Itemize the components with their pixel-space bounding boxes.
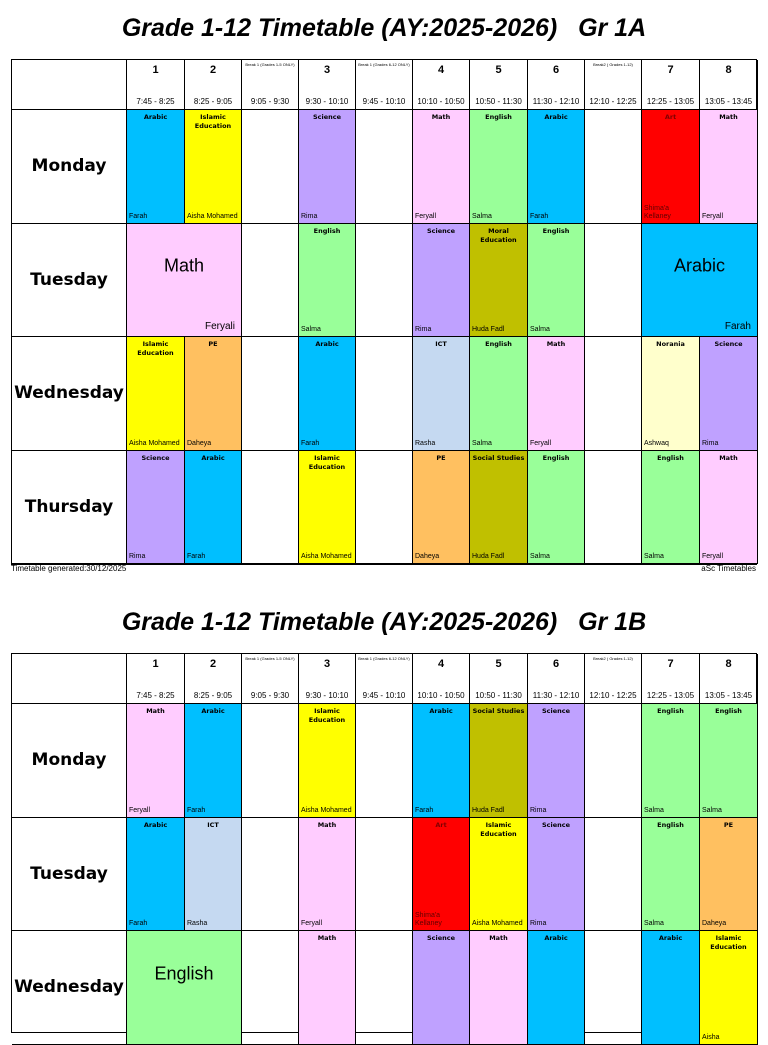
period-header <box>127 654 185 704</box>
lesson-subject: English <box>485 340 512 348</box>
lesson-cell[interactable] <box>700 110 758 224</box>
lesson-subject: Arabic <box>544 113 568 121</box>
lesson-subject: Math <box>489 934 508 942</box>
period-number: 2 <box>209 64 217 76</box>
period-time: 9:05 - 9:30 <box>250 97 290 106</box>
lesson-teacher: Aisha Mohamed <box>187 212 238 220</box>
lesson-teacher: Salma <box>530 553 550 560</box>
period-number: 3 <box>323 64 331 76</box>
lesson-teacher: Huda Fadl <box>472 806 505 814</box>
lesson-cell[interactable] <box>299 451 356 565</box>
lesson-cell[interactable] <box>299 110 356 224</box>
period-header <box>185 654 242 704</box>
period-header <box>413 654 470 704</box>
lesson-teacher: Salma <box>644 806 664 814</box>
lesson-cell[interactable] <box>413 704 470 818</box>
lesson-subject: Islamic Education <box>194 113 232 130</box>
period-header <box>528 60 585 110</box>
lesson-subject: Islamic Education <box>710 934 747 951</box>
lesson-cell[interactable] <box>642 931 700 1045</box>
day-cell <box>12 818 127 932</box>
period-header <box>528 654 585 704</box>
period-header <box>470 60 528 110</box>
period-number: 4 <box>437 658 445 670</box>
lesson-teacher: Rima <box>129 553 146 560</box>
corner-cell <box>12 60 127 110</box>
lesson-cell[interactable] <box>413 818 470 932</box>
period-time: 10:10 - 10:50 <box>417 97 465 106</box>
lesson-teacher: Farah <box>301 439 320 447</box>
lesson-teacher: Rasha <box>415 439 436 447</box>
lesson-subject: Science <box>541 820 571 829</box>
lesson-cell[interactable] <box>470 337 528 451</box>
period-time: 9:05 - 9:30 <box>250 691 290 700</box>
lesson-teacher: Salma <box>530 326 550 333</box>
lesson-subject: English <box>542 453 570 462</box>
period-number: 6 <box>552 64 560 76</box>
lesson-cell[interactable] <box>642 818 700 932</box>
timetable-title: Grade 1-12 Timetable (AY:2025-2026) Gr 1A <box>121 14 647 42</box>
break-cell <box>356 931 413 1045</box>
lesson-teacher: Salma <box>301 326 321 333</box>
lesson-cell[interactable] <box>413 337 470 451</box>
period-number: 4 <box>437 64 445 76</box>
lesson-teacher: Farah <box>724 321 751 332</box>
day-cell <box>12 224 127 338</box>
lesson-subject: Moral Education <box>480 226 517 244</box>
lesson-subject: ICT <box>207 820 219 829</box>
period-time: 10:10 - 10:50 <box>417 691 465 700</box>
period-number: 2 <box>209 658 217 670</box>
break-header <box>585 654 642 704</box>
lesson-subject: English <box>542 226 570 235</box>
lesson-teacher: Feryall <box>301 920 323 927</box>
lesson-teacher: Feryall <box>702 553 724 560</box>
lesson-subject: English <box>715 707 742 715</box>
lesson-subject: Arabic <box>315 340 339 348</box>
period-header <box>700 654 758 704</box>
corner-cell <box>12 654 127 704</box>
period-header <box>299 654 356 704</box>
break-cell <box>242 337 299 451</box>
timetable-title: Grade 1-12 Timetable (AY:2025-2026) Gr 1B <box>121 608 647 636</box>
break-cell <box>585 931 642 1045</box>
period-header <box>700 60 758 110</box>
lesson-subject: Math <box>317 934 337 942</box>
lesson-cell[interactable] <box>127 818 185 932</box>
lesson-subject: Arabic <box>544 934 568 942</box>
period-time: 12:10 - 12:25 <box>589 97 637 106</box>
period-number: 1 <box>152 658 159 670</box>
lesson-subject: Social Studies <box>472 707 525 715</box>
period-number: 1 <box>152 64 159 76</box>
lesson-cell[interactable] <box>528 337 585 451</box>
break-label: Break2 ( Grades 1-12) <box>593 656 633 661</box>
lesson-teacher: Huda Fadl <box>472 326 505 333</box>
period-number: 8 <box>725 658 732 670</box>
lesson-teacher: Feryall <box>415 212 437 220</box>
lesson-subject: English <box>313 226 341 235</box>
lesson-cell[interactable] <box>470 110 528 224</box>
lesson-teacher: Feryall <box>530 439 552 447</box>
day-label: Wednesday <box>14 977 124 998</box>
period-time: 9:30 - 10:10 <box>305 97 349 106</box>
period-time: 9:45 - 10:10 <box>362 691 406 700</box>
period-number: 5 <box>495 64 502 76</box>
break-cell <box>242 931 299 1045</box>
lesson-teacher: Farah <box>129 920 148 927</box>
lesson-subject: PE <box>723 820 734 829</box>
period-time: 11:30 - 12:10 <box>532 97 580 106</box>
lesson-subject: Math <box>719 453 738 462</box>
lesson-subject: Islamic Education <box>137 340 174 357</box>
day-label: Tuesday <box>30 269 108 290</box>
lesson-teacher: Salma <box>472 212 492 220</box>
break-label: Break 1 (Grades 1-5 ONLY) <box>245 656 295 661</box>
day-cell <box>12 451 127 565</box>
day-label: Monday <box>31 750 107 771</box>
lesson-teacher: Farah <box>187 806 206 814</box>
day-cell <box>12 704 127 818</box>
lesson-teacher: Farah <box>530 212 549 220</box>
timetable-grid <box>11 59 757 565</box>
lesson-cell[interactable] <box>642 704 700 818</box>
period-number: 3 <box>323 658 331 670</box>
break-header <box>356 654 413 704</box>
lesson-cell[interactable] <box>470 451 528 565</box>
lesson-subject: Math <box>546 340 566 348</box>
lesson-subject: Science <box>426 226 456 235</box>
day-cell <box>12 337 127 451</box>
break-cell <box>356 337 413 451</box>
break-header <box>585 60 642 110</box>
lesson-subject: Islamic Education <box>308 707 346 724</box>
break-cell <box>585 110 642 224</box>
period-time: 12:10 - 12:25 <box>589 691 637 700</box>
lesson-cell[interactable] <box>127 110 185 224</box>
lesson-subject: Arabic <box>673 255 726 276</box>
break-cell <box>585 704 642 818</box>
lesson-cell[interactable] <box>299 818 356 932</box>
lesson-cell[interactable] <box>642 337 700 451</box>
break-cell <box>585 451 642 565</box>
footer-generated: Timetable generated:30/12/2025 <box>11 564 127 573</box>
lesson-teacher: Rima <box>530 806 547 814</box>
lesson-teacher: Daheya <box>187 439 212 447</box>
break-header <box>242 654 299 704</box>
lesson-cell[interactable] <box>413 110 470 224</box>
lesson-cell[interactable] <box>413 224 470 338</box>
lesson-subject: Art <box>435 820 447 829</box>
break-cell <box>242 224 299 338</box>
break-cell <box>585 224 642 338</box>
lesson-cell[interactable] <box>642 224 758 338</box>
break-label: Break 1 (Grades 1-5 ONLY) <box>245 62 295 67</box>
break-cell <box>242 704 299 818</box>
lesson-cell[interactable] <box>700 451 758 565</box>
lesson-teacher: Aisha Mohamed <box>301 553 352 560</box>
lesson-cell[interactable] <box>528 110 585 224</box>
break-cell <box>356 451 413 565</box>
footer-brand: aSc Timetables <box>701 564 756 573</box>
lesson-subject: Islamic Education <box>308 453 346 471</box>
period-header <box>470 654 528 704</box>
lesson-teacher: Daheya <box>415 553 440 560</box>
lesson-cell[interactable] <box>700 931 758 1045</box>
lesson-subject: English <box>657 707 684 715</box>
day-cell <box>12 110 127 224</box>
lesson-teacher: Feryall <box>129 806 151 814</box>
lesson-subject: English <box>154 963 214 984</box>
break-cell <box>242 110 299 224</box>
lesson-cell[interactable] <box>470 704 528 818</box>
period-time: 7:45 - 8:25 <box>136 97 175 106</box>
lesson-subject: Islamic Education <box>480 820 517 838</box>
break-cell <box>242 818 299 932</box>
lesson-cell[interactable] <box>700 818 758 932</box>
lesson-teacher: Farah <box>415 806 434 814</box>
period-time: 8:25 - 9:05 <box>193 691 233 700</box>
break-header <box>356 60 413 110</box>
lesson-subject: Math <box>431 113 451 121</box>
lesson-teacher: Salma <box>472 439 492 447</box>
lesson-subject: Arabic <box>143 820 168 829</box>
lesson-subject: English <box>657 453 684 462</box>
lesson-cell[interactable] <box>700 337 758 451</box>
break-cell <box>356 704 413 818</box>
break-cell <box>242 451 299 565</box>
lesson-cell[interactable] <box>185 818 242 932</box>
lesson-cell[interactable] <box>127 337 185 451</box>
period-time: 10:50 - 11:30 <box>475 691 522 700</box>
lesson-subject: English <box>657 820 684 829</box>
period-header <box>185 60 242 110</box>
lesson-subject: Arabic <box>201 707 225 715</box>
lesson-teacher: Huda Fadl <box>472 553 505 560</box>
lesson-teacher: Shima'a Kellaney <box>644 204 671 220</box>
break-cell <box>585 818 642 932</box>
lesson-teacher: Feryali <box>204 321 235 332</box>
lesson-cell[interactable] <box>127 224 242 338</box>
lesson-teacher: Salma <box>702 806 722 814</box>
period-header <box>127 60 185 110</box>
period-time: 9:30 - 10:10 <box>305 691 349 700</box>
lesson-subject: Science <box>541 707 571 715</box>
lesson-subject: Math <box>317 820 337 829</box>
period-time: 8:25 - 9:05 <box>193 97 233 106</box>
lesson-teacher: Daheya <box>702 920 727 927</box>
lesson-subject: English <box>485 113 512 121</box>
lesson-subject: Science <box>141 453 170 462</box>
lesson-cell[interactable] <box>299 931 356 1045</box>
lesson-cell[interactable] <box>528 818 585 932</box>
lesson-subject: Math <box>146 707 165 715</box>
lesson-teacher: Feryall <box>702 212 724 220</box>
lesson-cell[interactable] <box>413 931 470 1045</box>
day-label: Wednesday <box>14 383 124 404</box>
lesson-cell[interactable] <box>642 451 700 565</box>
period-time: 10:50 - 11:30 <box>475 97 522 106</box>
lesson-cell[interactable] <box>700 704 758 818</box>
lesson-cell[interactable] <box>528 451 585 565</box>
lesson-cell[interactable] <box>185 110 242 224</box>
lesson-subject: Science <box>312 113 342 121</box>
period-header <box>413 60 470 110</box>
lesson-subject: Science <box>714 340 743 348</box>
lesson-cell[interactable] <box>185 704 242 818</box>
period-time: 9:45 - 10:10 <box>362 97 406 106</box>
break-cell <box>356 224 413 338</box>
lesson-cell[interactable] <box>185 337 242 451</box>
lesson-cell[interactable] <box>299 704 356 818</box>
lesson-cell[interactable] <box>299 224 356 338</box>
lesson-subject: Art <box>664 113 677 121</box>
break-label: Break2 ( Grades 1-12) <box>593 62 633 67</box>
period-time: 13:05 - 13:45 <box>704 691 753 700</box>
lesson-subject: Arabic <box>201 453 225 462</box>
lesson-subject: PE <box>208 340 218 348</box>
lesson-subject: Norania <box>656 340 685 348</box>
break-cell <box>356 818 413 932</box>
day-cell <box>12 931 127 1045</box>
lesson-teacher: Rima <box>702 439 719 447</box>
period-time: 13:05 - 13:45 <box>704 97 753 106</box>
lesson-subject: ICT <box>435 340 447 348</box>
lesson-teacher: Aisha Mohamed <box>129 439 180 447</box>
day-label: Thursday <box>24 496 114 517</box>
period-time: 7:45 - 8:25 <box>136 691 175 700</box>
period-header <box>299 60 356 110</box>
break-label: Break 1 (Grades 6-12 ONLY) <box>358 656 410 661</box>
lesson-cell[interactable] <box>299 337 356 451</box>
lesson-subject: Arabic <box>429 707 453 715</box>
break-cell <box>356 110 413 224</box>
day-label: Tuesday <box>30 863 108 884</box>
lesson-cell[interactable] <box>470 818 528 932</box>
period-time: 11:30 - 12:10 <box>532 691 580 700</box>
lesson-teacher: Aisha Mohamed <box>301 806 352 814</box>
lesson-cell[interactable] <box>127 451 185 565</box>
lesson-teacher: Aisha <box>702 1033 720 1041</box>
lesson-teacher: Farah <box>129 212 148 220</box>
lesson-teacher: Farah <box>187 553 206 560</box>
lesson-subject: Social Studies <box>472 453 525 462</box>
lesson-cell[interactable] <box>413 451 470 565</box>
lesson-cell[interactable] <box>127 931 242 1045</box>
lesson-cell[interactable] <box>528 224 585 338</box>
break-header <box>242 60 299 110</box>
break-label: Break 1 (Grades 6-12 ONLY) <box>358 62 410 67</box>
lesson-subject: Arabic <box>143 113 168 121</box>
period-header <box>642 60 700 110</box>
period-time: 12:25 - 13:05 <box>646 97 695 106</box>
lesson-teacher: Rasha <box>187 920 208 927</box>
period-number: 8 <box>725 64 732 76</box>
lesson-subject: Arabic <box>658 934 683 942</box>
lesson-teacher: Shima'a Kellaney <box>415 912 442 927</box>
period-number: 7 <box>667 64 674 76</box>
period-number: 7 <box>667 658 674 670</box>
lesson-subject: Science <box>426 934 456 942</box>
lesson-cell[interactable] <box>528 931 585 1045</box>
lesson-teacher: Rima <box>301 212 318 220</box>
timetable-grid <box>11 653 757 1041</box>
lesson-cell[interactable] <box>470 931 528 1045</box>
lesson-teacher: Ashwaq <box>644 439 669 447</box>
lesson-cell[interactable] <box>642 110 700 224</box>
lesson-subject: Math <box>163 255 205 276</box>
lesson-subject: PE <box>436 453 446 462</box>
lesson-teacher: Rima <box>415 326 432 333</box>
lesson-teacher: Salma <box>644 553 664 560</box>
period-number: 6 <box>552 658 560 670</box>
lesson-teacher: Salma <box>644 920 664 927</box>
lesson-teacher: Rima <box>530 920 547 927</box>
lesson-cell[interactable] <box>528 704 585 818</box>
lesson-subject: Math <box>719 113 738 121</box>
lesson-cell[interactable] <box>127 704 185 818</box>
lesson-cell[interactable] <box>470 224 528 338</box>
day-label: Monday <box>31 156 107 177</box>
lesson-teacher: Aisha Mohamed <box>472 920 523 927</box>
period-header <box>642 654 700 704</box>
lesson-cell[interactable] <box>185 451 242 565</box>
break-cell <box>585 337 642 451</box>
period-number: 5 <box>495 658 502 670</box>
period-time: 12:25 - 13:05 <box>646 691 695 700</box>
